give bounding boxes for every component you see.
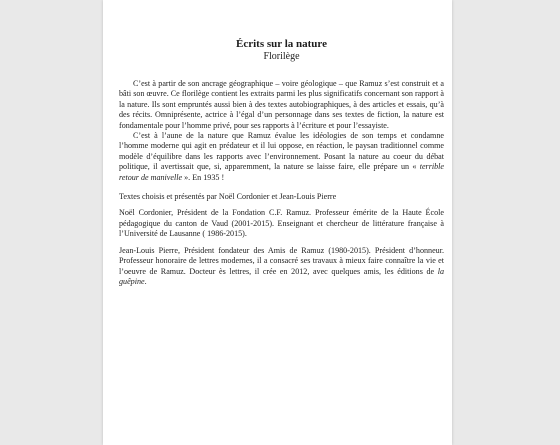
summary-paragraph-1: C’est à partir de son ancrage géographique – voire géologique – que Ramuz s’est construit et a bâti son œuvre. Ce florilège contient les extraits parmi les plus significatifs concernant son rapport à la nature. Ils sont empruntés aussi bien à des textes autobiographiques, à des articles et essais, qu’à des récits. Omniprésente, actrice à l’égal d’un personnage dans ses textes de fiction, la nature est fondamentale pour l’homme privé, pour ses rapports à l’écriture et pour l’essayiste. bbox=[119, 79, 444, 130]
publisher-name: la guêpine bbox=[119, 266, 445, 286]
bio-pierre-text: Jean-Louis Pierre, Président fondateur des Amis de Ramuz (1980-2015). Président d’honneur. Professeur honoraire de lettres modernes, il a consacré ses travaux à mieux faire connaître la vie et l’oeuvre de Ramuz. Docteur ès lettres, il crée en 2012, avec quelques amis, les éditions de bbox=[119, 245, 444, 276]
summary-paragraph-2 bbox=[119, 131, 444, 183]
editors-credit: Textes choisis et présentés par Noël Cordonier et Jean-Louis Pierre bbox=[119, 192, 337, 202]
book-back-cover bbox=[103, 0, 452, 445]
cover-text bbox=[119, 38, 444, 293]
book-title: Écrits sur la nature bbox=[236, 38, 327, 50]
quoted-phrase: terrible retour de manivelle bbox=[119, 162, 444, 182]
book-subtitle: Florilège bbox=[263, 51, 300, 62]
bio-pierre-end: . bbox=[144, 276, 147, 286]
summary-paragraph-2-start: C’est à l’aune de la nature que Ramuz évalue les idéologies de son temps et condamne l’homme moderne qui agit en prédateur et il lui oppose, en réaction, le paysan traditionnel comme modèle d’équilibre dans les rapports avec l’environnement. Posant la nature au coeur du débat politique, il avertissait que, si, apparemment, la nature se laisse faire, elle prépare un « bbox=[119, 131, 444, 172]
summary-paragraph-2-end: ». En 1935 ! bbox=[184, 172, 225, 182]
bio-pierre bbox=[119, 246, 444, 288]
bio-cordonier: Noël Cordonier, Président de la Fondation C.F. Ramuz. Professeur émérite de la Haute École pédagogique du canton de Vaud (2001-2015). Enseignant et chercheur de littérature française à l’Université de Lausanne ( 1986-2015). bbox=[119, 208, 444, 239]
